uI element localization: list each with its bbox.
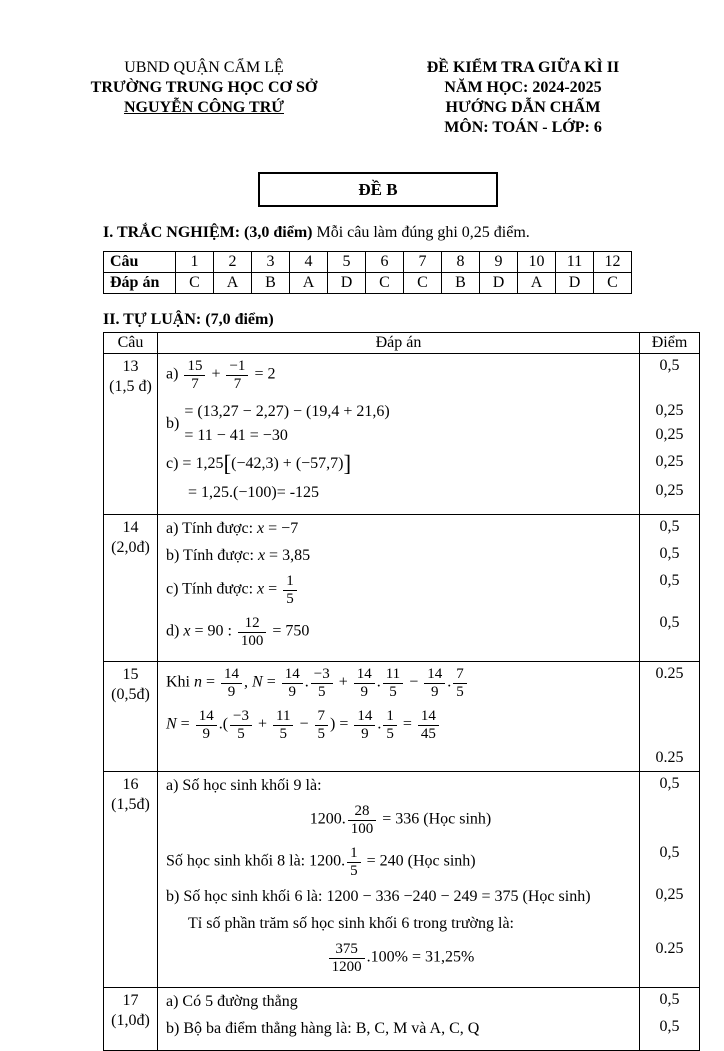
math-text: = 750 [268, 622, 310, 640]
point-value: 0,25 [655, 426, 684, 443]
point-cell [639, 1015, 699, 1042]
header-right-block [373, 58, 673, 138]
fraction: $\frac{375}{1200}$ [329, 941, 365, 975]
answer-line [158, 611, 639, 653]
question-number: 14 [122, 519, 139, 536]
filler-content [158, 1042, 639, 1050]
point-cell [639, 506, 699, 514]
tu-luan-row [104, 772, 699, 988]
math-text: = 3,85 [265, 547, 311, 564]
point-value: 0,25 [655, 402, 684, 419]
point-cell [639, 772, 699, 799]
tu-luan-header-dapan: Đáp án [375, 334, 422, 351]
answer-line-unit [158, 396, 699, 450]
math-text: Số học sinh khối 8 là: 1200. [166, 852, 346, 870]
mc-answer-cell: D [328, 273, 366, 294]
math-text: ) = [330, 715, 353, 733]
point-value: 0,25 [655, 482, 684, 499]
mc-answer-cell: C [176, 273, 214, 294]
tu-luan-header-row [104, 333, 699, 354]
math-variable: x [257, 580, 265, 598]
fraction: $\frac{14}{9}$ [354, 666, 375, 700]
question-points-label: (1,5đ) [111, 796, 150, 813]
group-label: b) [166, 414, 180, 432]
math-text: = 336 (Học sinh) [378, 810, 492, 828]
math-text: + [254, 715, 272, 733]
point-cell [639, 988, 699, 1015]
exam-code-box: ĐỀ B [258, 172, 498, 207]
question-number-cell [104, 662, 158, 771]
section1-heading-rest: Mỗi câu làm đúng ghi 0,25 điểm. [312, 224, 530, 241]
section2-heading: II. TỰ LUẬN: (7,0 điểm) [103, 311, 274, 328]
fraction: $\frac{14}{45}$ [418, 708, 439, 742]
mc-question-row [104, 252, 632, 273]
math-text: d) [166, 622, 184, 640]
mc-answer-cell: D [480, 273, 518, 294]
section1-heading-bold: I. TRẮC NGHIỆM: (3,0 điểm) [103, 224, 313, 241]
question-points-label: (2,0đ) [111, 539, 150, 556]
tu-luan-header-diem: Điểm [639, 333, 699, 353]
mc-question-cell: 10 [518, 252, 556, 273]
school-name-line: NGUYỄN CÔNG TRỨ [123, 99, 284, 116]
math-text: = 90 : [190, 622, 236, 640]
fraction: $\frac{11}{5}$ [383, 666, 403, 700]
mc-answer-cell: C [404, 273, 442, 294]
fraction: $\frac{1}{5}$ [383, 708, 397, 742]
school-year-line: NĂM HỌC: 2024-2025 [444, 79, 602, 96]
fraction: $\frac{14}{9}$ [354, 708, 375, 742]
math-variable: x [183, 622, 191, 640]
math-text: a) Có 5 đường thẳng [166, 993, 298, 1010]
answer-line-unit [158, 772, 699, 799]
answer-line [158, 799, 639, 841]
fraction: $\frac{-1}{7}$ [226, 358, 248, 392]
tu-luan-header-cau: Câu [104, 333, 158, 353]
answer-area [158, 515, 699, 661]
math-text: . [447, 673, 452, 691]
math-text: = −7 [264, 520, 299, 537]
mc-question-cell: 1 [176, 252, 214, 273]
point-value: 0,5 [659, 614, 680, 631]
question-number: 15 [122, 666, 139, 683]
point-cell [639, 1042, 699, 1050]
point-value: 0.25 [655, 940, 684, 957]
point-value: 0,5 [659, 572, 680, 589]
group-points [640, 399, 699, 447]
answer-line [158, 396, 639, 450]
question-points-label: (1,0đ) [111, 1012, 150, 1029]
fraction: $\frac{14}{9}$ [424, 666, 445, 700]
answer-line [158, 988, 639, 1015]
point-cell [639, 354, 699, 396]
tu-luan-row [104, 988, 699, 1050]
math-text: + [207, 365, 225, 383]
answer-area [158, 662, 699, 771]
math-text: b) Số học sinh khối 6 là: 1200 − 336 −240 − 249 = 375 (Học sinh) [166, 888, 591, 905]
mc-question-cell: 5 [328, 252, 366, 273]
filler-content [158, 746, 639, 771]
math-text: = [264, 580, 282, 598]
mc-answer-cell: B [442, 273, 480, 294]
mc-question-cell: 12 [594, 252, 632, 273]
question-points-label: (1,5 đ) [109, 378, 152, 395]
answer-area [158, 772, 699, 987]
answer-line-unit [158, 354, 699, 396]
mc-answer-cell: B [252, 273, 290, 294]
math-text: a) Tính được: [166, 520, 258, 537]
math-variable: x [257, 547, 266, 564]
mc-answer-cell: A [518, 273, 556, 294]
point-cell [639, 479, 699, 506]
mc-question-cell: 11 [556, 252, 594, 273]
answer-line [158, 569, 639, 611]
issuer-line: UBND QUẬN CẨM LỆ [124, 59, 284, 76]
mc-answer-cell: A [214, 273, 252, 294]
fraction: $\frac{14}{9}$ [221, 666, 242, 700]
fraction: $\frac{-3}{5}$ [311, 666, 333, 700]
point-cell [639, 883, 699, 910]
answer-filler [158, 653, 699, 661]
tu-luan-row [104, 662, 699, 772]
question-number: 16 [122, 776, 139, 793]
mc-answer-cell: C [366, 273, 404, 294]
answer-filler [158, 746, 699, 771]
answer-line-unit [158, 569, 699, 611]
point-cell [639, 979, 699, 987]
answer-line [158, 937, 639, 979]
answer-line [158, 841, 639, 883]
answer-line [158, 1015, 639, 1042]
answer-line-unit [158, 841, 699, 883]
answer-area [158, 988, 699, 1050]
answer-line-unit [158, 479, 699, 506]
math-text: − [405, 673, 423, 691]
mc-question-cell: 8 [442, 252, 480, 273]
point-value: 0,5 [659, 991, 680, 1008]
point-cell [639, 799, 699, 841]
answer-filler [158, 1042, 699, 1050]
math-text: , [244, 673, 253, 691]
multiple-choice-table [103, 251, 632, 294]
math-variable: n [194, 673, 202, 691]
tu-luan-row [104, 515, 699, 662]
point-value: 0,25 [655, 453, 684, 470]
answer-line-unit [158, 611, 699, 653]
math-text: = 2 [250, 365, 276, 383]
fraction: $\frac{1}{5}$ [283, 573, 297, 607]
answer-line [158, 515, 639, 542]
math-variable: x [257, 520, 265, 537]
math-text: − [295, 715, 313, 733]
answer-line-unit [158, 910, 699, 937]
point-cell [639, 937, 699, 979]
question-number-cell [104, 988, 158, 1050]
math-text: + [334, 673, 352, 691]
point-cell [639, 611, 699, 653]
math-text: = [176, 715, 194, 733]
math-text: = 1,25.(−100)= -125 [188, 484, 320, 501]
big-bracket: ] [343, 451, 352, 476]
answer-line [158, 704, 639, 746]
answer-filler [158, 506, 699, 514]
fraction: $\frac{14}{9}$ [196, 708, 217, 742]
filler-content [158, 653, 639, 661]
point-value: 0,5 [659, 775, 680, 792]
fraction: $\frac{7}{5}$ [453, 666, 467, 700]
math-text: Khi [166, 673, 194, 691]
math-text: = (13,27 − 2,27) − (19,4 + 21,6) [184, 402, 390, 420]
math-text: . [377, 715, 382, 733]
document-header [0, 0, 724, 138]
answer-line [158, 662, 639, 704]
point-cell [639, 662, 699, 704]
math-text: . [304, 673, 309, 691]
answer-line-unit [158, 988, 699, 1015]
point-value: 0.25 [655, 749, 684, 766]
answer-filler [158, 979, 699, 987]
big-bracket: [ [223, 451, 232, 476]
answer-line-unit [158, 799, 699, 841]
answer-line [158, 450, 639, 479]
point-value: 0,5 [659, 545, 680, 562]
mc-answer-row [104, 273, 632, 294]
question-number: 17 [122, 992, 139, 1009]
subject-line: MÔN: TOÁN - LỚP: 6 [444, 119, 602, 136]
answer-line-unit [158, 662, 699, 704]
mc-answer-cell: D [556, 273, 594, 294]
math-text: .100% = 31,25% [366, 948, 475, 966]
mc-answer-cell: C [594, 273, 632, 294]
question-number: 13 [122, 358, 139, 375]
mc-question-cell: 3 [252, 252, 290, 273]
answer-line [158, 542, 639, 569]
point-cell [639, 515, 699, 542]
answer-line-unit [158, 937, 699, 979]
math-text: a) [166, 365, 183, 383]
question-number-cell [104, 515, 158, 661]
point-value: 0.25 [655, 665, 684, 682]
fraction: $\frac{12}{100}$ [238, 615, 267, 649]
fraction: $\frac{-3}{5}$ [230, 708, 252, 742]
math-variable: N [166, 715, 177, 733]
answer-line [184, 399, 389, 423]
math-text: = 240 (Học sinh) [362, 852, 476, 870]
point-value: 0,5 [659, 844, 680, 861]
mc-question-cell: 2 [214, 252, 252, 273]
answer-area [158, 354, 699, 514]
labeled-group [166, 399, 635, 447]
math-text: c) = 1,25 [166, 455, 224, 473]
point-value: 0,5 [659, 518, 680, 535]
answer-line [184, 423, 389, 447]
math-text: .( [218, 715, 229, 733]
tu-luan-rows [104, 354, 699, 1050]
mc-question-cell: 6 [366, 252, 404, 273]
answer-line-unit [158, 704, 699, 746]
math-text: 1200. [309, 810, 346, 828]
point-value: 0,5 [659, 357, 680, 374]
math-text: = 11 − 41 = −30 [184, 426, 288, 444]
point-cell [639, 910, 699, 937]
answer-line [158, 479, 639, 506]
math-text: Tỉ số phần trăm số học sinh khối 6 trong trường là: [188, 915, 514, 932]
point-value: 0,25 [655, 886, 684, 903]
answer-line-unit [158, 515, 699, 542]
answer-line [158, 910, 639, 937]
section1-heading [103, 224, 724, 242]
mc-answer-cell: A [290, 273, 328, 294]
fraction: $\frac{1}{5}$ [347, 845, 361, 879]
school-line: TRƯỜNG TRUNG HỌC CƠ SỞ [90, 79, 318, 96]
group-lines [184, 399, 389, 447]
math-text: b) Bộ ba điểm thẳng hàng là: B, C, M và A, C, Q [166, 1020, 480, 1037]
question-number-cell [104, 354, 158, 514]
point-cell [639, 841, 699, 883]
math-text: = [262, 673, 280, 691]
point-cell [639, 450, 699, 479]
tu-luan-row [104, 354, 699, 515]
math-text: a) Số học sinh khối 9 là: [166, 777, 322, 794]
math-text: c) Tính được: [166, 580, 258, 598]
filler-content [158, 506, 639, 514]
answer-line [158, 354, 639, 396]
mc-question-row-label: Câu [104, 252, 176, 273]
math-text: = [202, 673, 220, 691]
point-value: 0,5 [659, 1018, 680, 1035]
exam-title-line: ĐỀ KIỂM TRA GIỮA KÌ II [426, 59, 620, 76]
filler-content [158, 979, 639, 987]
answer-line-unit [158, 542, 699, 569]
mc-question-cell: 4 [290, 252, 328, 273]
header-left-block [70, 58, 338, 138]
question-number-cell [104, 772, 158, 987]
answer-line [158, 883, 639, 910]
point-cell [639, 396, 699, 450]
point-cell [639, 704, 699, 746]
answer-line-unit [158, 1015, 699, 1042]
grading-guide-line: HƯỚNG DẪN CHẤM [445, 99, 601, 116]
math-text: (−42,3) + (−57,7) [231, 455, 344, 473]
question-points-label: (0,5đ) [111, 686, 150, 703]
answer-line-unit [158, 883, 699, 910]
point-cell [639, 569, 699, 611]
math-text: . [376, 673, 381, 691]
fraction: $\frac{7}{5}$ [315, 708, 329, 742]
mc-answer-row-label: Đáp án [104, 273, 176, 294]
math-text: = [398, 715, 416, 733]
fraction: $\frac{28}{100}$ [348, 803, 377, 837]
fraction: $\frac{11}{5}$ [273, 708, 293, 742]
point-cell [639, 542, 699, 569]
mc-question-cell: 7 [404, 252, 442, 273]
point-cell [639, 746, 699, 771]
point-cell [639, 653, 699, 661]
math-text: b) Tính được: [166, 547, 258, 564]
mc-question-cell: 9 [480, 252, 518, 273]
fraction: $\frac{15}{7}$ [184, 358, 205, 392]
math-variable: N [252, 673, 263, 691]
answer-line-unit [158, 450, 699, 479]
fraction: $\frac{14}{9}$ [282, 666, 303, 700]
answer-line [158, 772, 639, 799]
tu-luan-table [103, 332, 700, 1051]
